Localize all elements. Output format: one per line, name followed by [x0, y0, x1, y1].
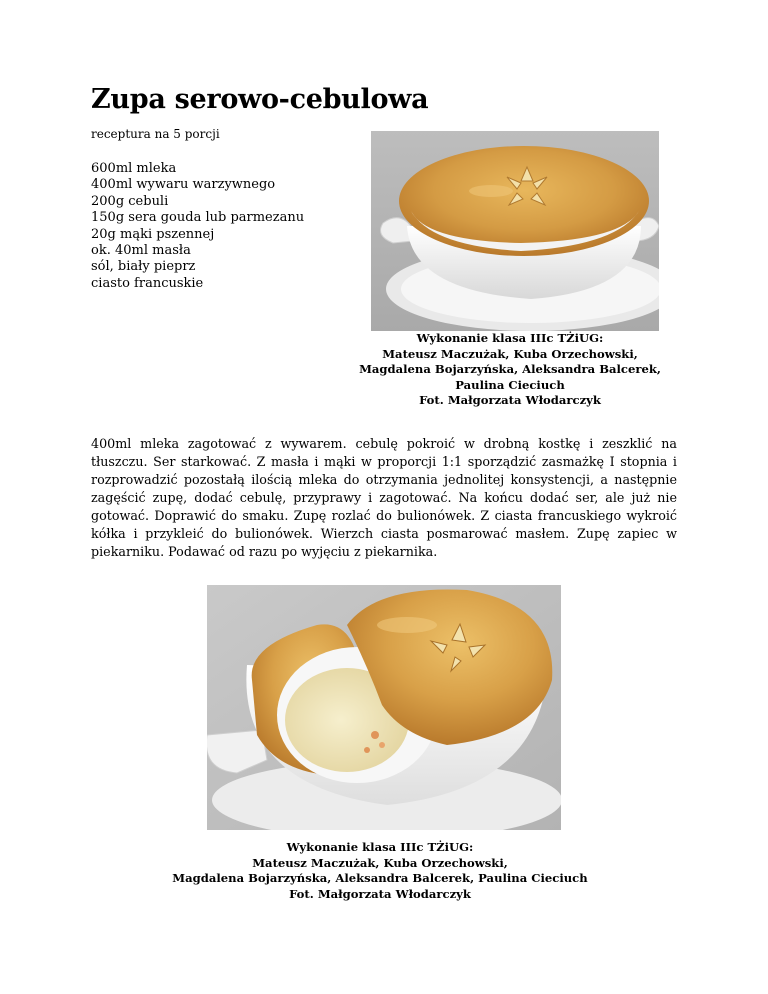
ingredient-item: 20g mąki pszennej [91, 226, 215, 242]
ingredient-item: ciasto francuskie [91, 275, 204, 291]
caption-line: Wykonanie klasa IIIc TŻiUG: [286, 840, 474, 854]
caption-line: Magdalena Bojarzyńska, Aleksandra Balcerek, [359, 362, 661, 376]
photo-caption-top [345, 331, 675, 409]
ingredient-item: 400ml wywaru warzywnego [91, 177, 276, 193]
ingredient-item: 150g sera gouda lub parmezanu [91, 210, 305, 226]
ingredient-list [91, 161, 304, 292]
caption-line: Wykonanie klasa IIIc TŻiUG: [416, 331, 604, 345]
ingredient-item: ok. 40ml masła [91, 243, 191, 259]
photo-caption-bottom [140, 840, 620, 902]
caption-line: Magdalena Bojarzyńska, Aleksandra Balcerek, Paulina Cieciuch [172, 871, 588, 885]
caption-line: Mateusz Maczużak, Kuba Orzechowski, [382, 346, 638, 361]
ingredient-item: 600ml mleka [91, 161, 177, 176]
ingredient-item: sól, biały pieprz [91, 259, 196, 275]
soup-photo-top [371, 131, 659, 331]
caption-line: Fot. Małgorzata Włodarczyk [289, 886, 471, 901]
caption-line: Mateusz Maczużak, Kuba Orzechowski, [252, 855, 508, 870]
caption-line: Paulina Cieciuch [455, 377, 565, 392]
soup-photo-bottom [207, 585, 561, 830]
caption-line: Fot. Małgorzata Włodarczyk [419, 393, 601, 407]
recipe-title: Zupa serowo-cebulowa [91, 84, 429, 115]
instructions-paragraph: 400ml mleka zagotować z wywarem. cebulę pokroić w drobną kostkę i zeszklić na tłuszczu. Ser starkować. Z masła i mąki w proporcji 1:1 sporządzić zasmażkę I stopnia i rozprowadzić pozostałą ilością mleka do otrzymania jednolitej konsystencji, a następnie zagęścić zupę, dodać cebulę, przyprawy i zagotować. Na końcu dodać ser, ale już nie gotować. Doprawić do smaku. Zupę rozlać do bulionówek. Z ciasta francuskiego wykroić kółka i przykleić do bulionówek. Wierzch ciasta posmarować masłem. Zupę zapiec w piekarniku. Podawać od razu po wyjęciu z piekarnika. [91, 436, 677, 559]
portions-note: receptura na 5 porcji [91, 127, 220, 141]
ingredient-item: 200g cebuli [91, 193, 169, 209]
